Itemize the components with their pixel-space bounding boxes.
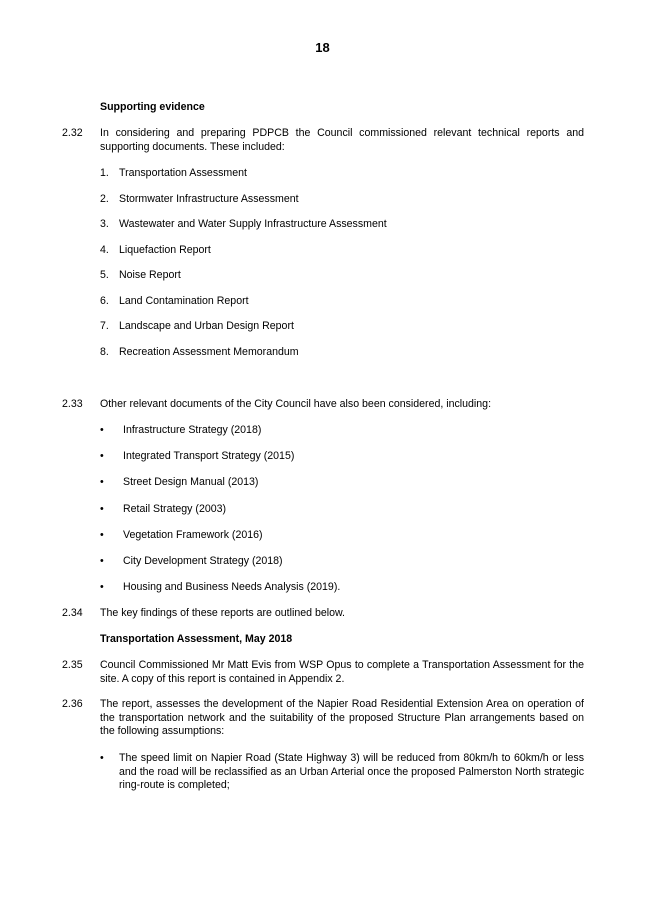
list-item-label: Land Contamination Report <box>119 295 249 307</box>
bullet: • <box>100 529 104 541</box>
list-item-label: Street Design Manual (2013) <box>123 476 259 488</box>
list-item-label: Vegetation Framework (2016) <box>123 529 263 541</box>
list-item-label: Housing and Business Needs Analysis (2019). <box>123 581 341 593</box>
para-2-35-number: 2.35 <box>62 659 83 671</box>
assumption-text: The speed limit on Napier Road (State Highway 3) will be reduced from 80km/h to 60km/h or less and the road will be reclassified as an Urban Arterial once the proposed Palmerston North strategic ring-route is completed; <box>119 752 584 791</box>
bullet: • <box>100 476 104 488</box>
list-item-label: Landscape and Urban Design Report <box>119 320 294 332</box>
para-2-32-text: In considering and preparing PDPCB the Council commissioned relevant technical reports and supporting documents. These included: <box>100 127 584 153</box>
para-2-35-text: Council Commissioned Mr Matt Evis from WSP Opus to complete a Transportation Assessment for the site. A copy of this report is contained in Appendix 2. <box>100 659 584 685</box>
bullet: • <box>100 424 104 436</box>
list-item-number: 4. <box>100 244 109 256</box>
list-item-number: 7. <box>100 320 109 332</box>
para-2-32-number: 2.32 <box>62 127 83 139</box>
list-item-number: 1. <box>100 167 109 179</box>
list-item-label: Stormwater Infrastructure Assessment <box>119 193 299 205</box>
para-2-33-number: 2.33 <box>62 398 83 410</box>
bullet: • <box>100 581 104 593</box>
list-item-number: 8. <box>100 346 109 358</box>
bullet: • <box>100 450 104 462</box>
list-item-label: Integrated Transport Strategy (2015) <box>123 450 295 462</box>
list-item-label: Transportation Assessment <box>119 167 247 179</box>
list-item-number: 3. <box>100 218 109 230</box>
para-2-36-number: 2.36 <box>62 698 83 710</box>
bullet: • <box>100 752 104 764</box>
list-item-label: Retail Strategy (2003) <box>123 503 227 515</box>
para-2-34-text: The key findings of these reports are outlined below. <box>100 607 345 619</box>
list-item-number: 5. <box>100 269 109 281</box>
para-2-36-text: The report, assesses the development of the Napier Road Residential Extension Area on operation of the transportation network and the suitability of the proposed Structure Plan arrangements based on the following assumptions: <box>100 698 584 737</box>
list-item-label: Wastewater and Water Supply Infrastructure Assessment <box>119 218 387 230</box>
bullet: • <box>100 555 104 567</box>
list-item-label: City Development Strategy (2018) <box>123 555 283 567</box>
para-2-33-text: Other relevant documents of the City Council have also been considered, including: <box>100 398 492 410</box>
list-item-number: 6. <box>100 295 109 307</box>
transportation-assessment-heading: Transportation Assessment, May 2018 <box>100 633 293 645</box>
para-2-34-number: 2.34 <box>62 607 83 619</box>
supporting-evidence-heading: Supporting evidence <box>100 101 205 113</box>
list-item-label: Liquefaction Report <box>119 244 211 256</box>
page-number: 18 <box>315 40 330 55</box>
list-item-label: Noise Report <box>119 269 181 281</box>
bullet: • <box>100 503 104 515</box>
list-item-label: Infrastructure Strategy (2018) <box>123 424 262 436</box>
list-item-label: Recreation Assessment Memorandum <box>119 346 299 358</box>
list-item-number: 2. <box>100 193 109 205</box>
